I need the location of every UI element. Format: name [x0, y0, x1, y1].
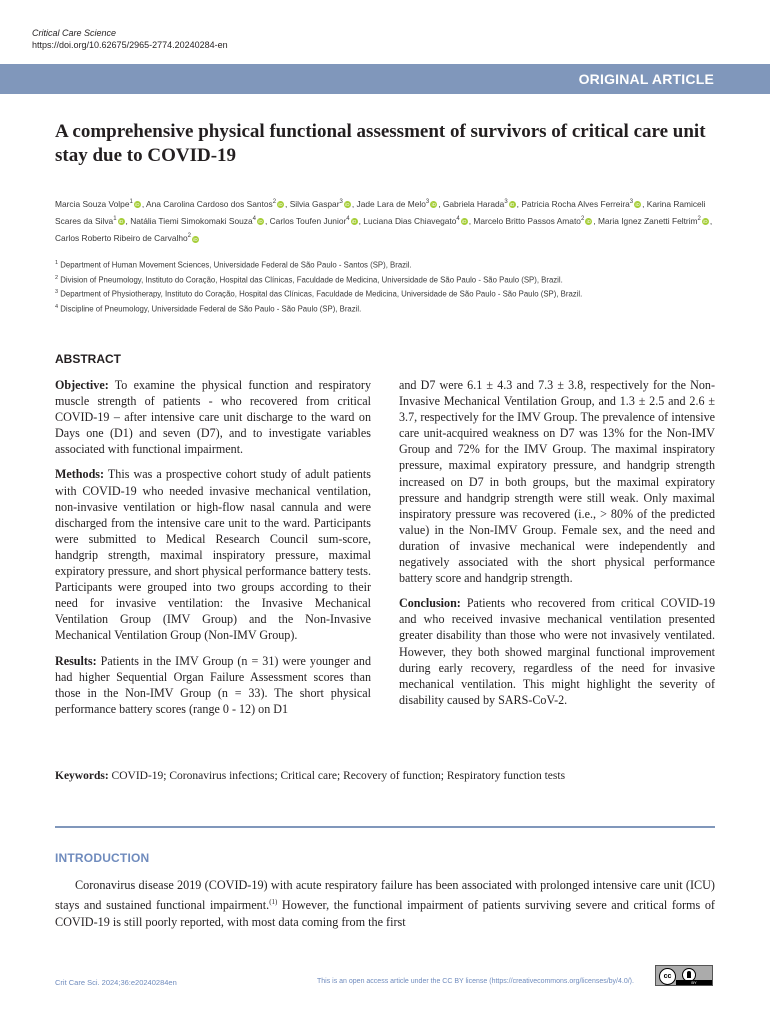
footer-citation: Crit Care Sci. 2024;36:e20240284en [55, 978, 177, 987]
author-affiliation-number: 3 [504, 199, 508, 205]
orcid-icon[interactable]: iD [510, 202, 515, 208]
article-type-label: ORIGINAL ARTICLE [578, 71, 714, 87]
reference-marker[interactable]: (1) [269, 898, 278, 906]
orcid-icon[interactable]: iD [193, 236, 198, 242]
objective-text: To examine the physical function and respiratory muscle strength of patients - who recovered from critical COVID-19 – after intensive care unit discharge to the ward on Days one (D1) and seven (D7), and to investigate variables associated with functional impairment. [55, 378, 371, 457]
orcid-icon[interactable]: iD [703, 219, 708, 225]
author-affiliation-number: 3 [629, 199, 634, 205]
orcid-icon[interactable]: iD [258, 219, 263, 225]
orcid-icon[interactable]: iD [135, 202, 140, 208]
author-entry [55, 233, 200, 243]
affiliation-item [55, 286, 715, 301]
author-name: Karina Ramiceli Scares da Silva [55, 198, 706, 227]
author-name: Ana Carolina Cardoso dos Santos [146, 198, 273, 209]
keywords [55, 768, 715, 784]
affiliation-item [55, 301, 715, 316]
author-affiliation-number: 2 [272, 199, 277, 205]
author-affiliation-number: 2 [697, 216, 701, 223]
author-entry: Gabriela Harada$^3$ iD , [442, 198, 522, 209]
introduction-heading: INTRODUCTION [55, 851, 150, 865]
cc-icon: cc [659, 968, 676, 985]
author-affiliation-number: 3 [425, 199, 430, 205]
conclusion-label: Conclusion: [399, 596, 461, 611]
affiliation-number: 4 [55, 303, 59, 310]
article-type-banner [0, 64, 770, 94]
author-name: Natália Tiemi Simokomaki Souza [130, 216, 253, 227]
author-entry: Marcia Souza Volpe$^1$ iD , [55, 198, 147, 209]
orcid-icon[interactable]: iD [118, 219, 124, 225]
author-entry: Marcelo Britto Passos Amato$^2$ iD , [473, 216, 598, 227]
objective-label: Objective: [55, 378, 109, 392]
keywords-label: Keywords: [55, 770, 109, 782]
abstract-column-left [55, 377, 371, 726]
author-affiliation-number: 1 [113, 216, 117, 223]
author-name: Marcelo Britto Passos Amato [473, 216, 581, 227]
author-entry: Carlos Toufen Junior$^4$ iD , [269, 216, 364, 227]
author-entry: Ana Carolina Cardoso dos Santos$^2$ iD , [146, 198, 290, 209]
results-text-part2: and D7 were 6.1 ± 4.3 and 7.3 ± 3.8, respectively for the Non-Invasive Mechanical Ventilation Group, and 1.3 ± 2.5 and 2.6 ± 3.7, respectively for the IMV Group. The prevalence of intensive care unit-acquired weakness on D7 was 13% for the Non-IMV Group and 72% for the IMV Group. The maximal inspiratory pressure, maximal expiratory pressure, and handgrip strength increased on D7 in both groups, but the maximal expiratory pressure and handgrip strength were still weak. Only maximal inspiratory pressure was recovered (i.e., > 80% of the predicted value) in the Non-IMV Group. Female sex, and the need and duration of invasive mechanical were independently and negatively associated with the short physical performance battery score and handgrip strength. [399, 378, 715, 586]
orcid-icon[interactable]: iD [278, 202, 283, 208]
affiliation-number: 2 [55, 274, 59, 281]
author-entry: Silvia Gaspar$^3$ iD , [289, 198, 357, 209]
author-name: Patricia Rocha Alves Ferreira [521, 198, 630, 209]
keywords-text: COVID-19; Coronavirus infections; Critical care; Recovery of function; Respiratory function tests [111, 770, 566, 782]
author-name: Carlos Roberto Ribeiro de Carvalho [55, 233, 188, 244]
affiliation-number: 1 [55, 260, 59, 266]
abstract-results [55, 653, 371, 717]
journal-header [32, 27, 228, 51]
introduction-text [55, 877, 715, 931]
affiliation-list [55, 257, 715, 315]
orcid-icon[interactable]: iD [462, 219, 467, 225]
cc-by-license-badge[interactable] [655, 965, 713, 986]
conclusion-text: Patients who recovered from critical COVID-19 and who received invasive mechanical ventilation presented greater disability than those who were not invasively ventilated. However, they both showed marginal functional improvement during early recovery, regardless of the need for invasive mechanical ventilation. This might highlight the severity of disability caused by SARS-CoV-2. [399, 596, 715, 707]
abstract-column-right [399, 377, 715, 717]
intro-text-part1: Coronavirus disease 2019 (COVID-19) with acute respiratory failure has been associated with prolonged intensive care unit (ICU) stays and sustained functional impairment. [55, 878, 715, 913]
affiliation-item [55, 257, 715, 272]
author-entry: Natália Tiemi Simokomaki Souza$^4$ iD , [130, 216, 270, 227]
author-name: Silvia Gaspar [289, 198, 340, 209]
author-entry: Maria Ignez Zanetti Feltrim$^2$ iD , [597, 216, 713, 227]
author-list [55, 195, 715, 247]
results-text-part1: Patients in the IMV Group (n = 31) were younger and had higher Sequential Organ Failure Assessment scores than those in the Non-IMV Group (n = 33). The short physical performance battery scores (range 0 - 12) on D1 [55, 653, 371, 716]
footer-license[interactable]: This is an open access article under the CC BY license (https://creativecommons.org/licenses/by/4.0/). [317, 978, 634, 985]
affiliation-text: Division of Pneumology, Instituto do Coração, Hospital das Clínicas, Faculdade de Medicina, Universidade de São Paulo - São Paulo (SP), Brazil. [58, 275, 563, 285]
section-divider [55, 826, 715, 828]
doi-link[interactable]: https://doi.org/10.62675/2965-2774.20240284-en [32, 40, 228, 50]
abstract-methods [55, 466, 371, 643]
author-affiliation-number: 4 [252, 216, 256, 223]
affiliation-number: 3 [55, 289, 59, 296]
methods-text: This was a prospective cohort study of adult patients with COVID-19 who needed invasive mechanical ventilation, non-invasive ventilation or high-flow nasal cannula and were discharged from the intensive care unit to the ward. Participants were submitted to Medical Research Council sum-score, handgrip strength, maximal inspiratory pressure, maximal expiratory pressure, and short physical performance battery tests. Participants were grouped into two groups according to their need for invasive ventilation: the Invasive Mechanical Ventilation Group (IMV Group) and the Non-Invasive Mechanical Ventilation Group (Non-IMV Group). [55, 467, 371, 643]
author-name: Jade Lara de Melo [356, 198, 426, 209]
intro-text-part2: However, the functional impairment of patients surviving severe and critical forms of COVID-19 is still poorly reported, with most data coming from the first [55, 898, 715, 930]
author-affiliation-number: 1 [129, 199, 133, 205]
author-name: Maria Ignez Zanetti Feltrim [597, 216, 698, 227]
affiliation-text: Department of Human Movement Sciences, Universidade Federal de São Paulo - Santos (SP), Brazil. [58, 260, 412, 270]
author-affiliation-number: 4 [346, 216, 350, 223]
by-label: BY [676, 980, 712, 985]
author-entry: Jade Lara de Melo$^3$ iD , [356, 198, 443, 209]
abstract-conclusion [399, 595, 715, 708]
article-title: A comprehensive physical functional assessment of survivors of critical care unit stay due to COVID-19 [55, 121, 706, 166]
affiliation-text: Discipline of Pneumology, Universidade Federal de São Paulo - São Paulo (SP), Brazil. [58, 304, 362, 314]
author-name: Marcia Souza Volpe [55, 198, 130, 209]
author-affiliation-number: 4 [456, 216, 460, 223]
methods-label: Methods: [55, 467, 105, 482]
author-name: Gabriela Harada [442, 198, 505, 209]
orcid-icon[interactable]: iD [431, 202, 436, 208]
abstract-heading: ABSTRACT [55, 352, 121, 366]
author-entry: Karina Ramiceli Scares da Silva$^1$ iD , [55, 198, 706, 227]
author-affiliation-number: 2 [187, 233, 192, 240]
orcid-icon[interactable]: iD [352, 219, 357, 225]
author-name: Luciana Dias Chiavegato [363, 216, 457, 227]
affiliation-item [55, 272, 715, 287]
abstract-objective [55, 377, 371, 457]
author-entry: Luciana Dias Chiavegato$^4$ iD , [363, 216, 474, 227]
author-affiliation-number: 2 [580, 216, 585, 223]
orcid-icon[interactable]: iD [586, 219, 591, 225]
journal-name: Critical Care Science [32, 28, 117, 38]
author-name: Carlos Toufen Junior [269, 216, 347, 227]
results-label: Results: [55, 653, 97, 668]
orcid-icon[interactable]: iD [635, 202, 640, 208]
abstract-results-continued [399, 377, 715, 586]
author-entry: Patricia Rocha Alves Ferreira$^3$ iD , [521, 198, 647, 209]
affiliation-text: Department of Physiotherapy, Instituto do Coração, Hospital das Clínicas, Faculdade de Medicina, Universidade de São Paulo - São Paulo (SP), Brazil. [58, 289, 583, 299]
author-affiliation-number: 3 [339, 199, 343, 205]
orcid-icon[interactable]: iD [345, 202, 350, 208]
